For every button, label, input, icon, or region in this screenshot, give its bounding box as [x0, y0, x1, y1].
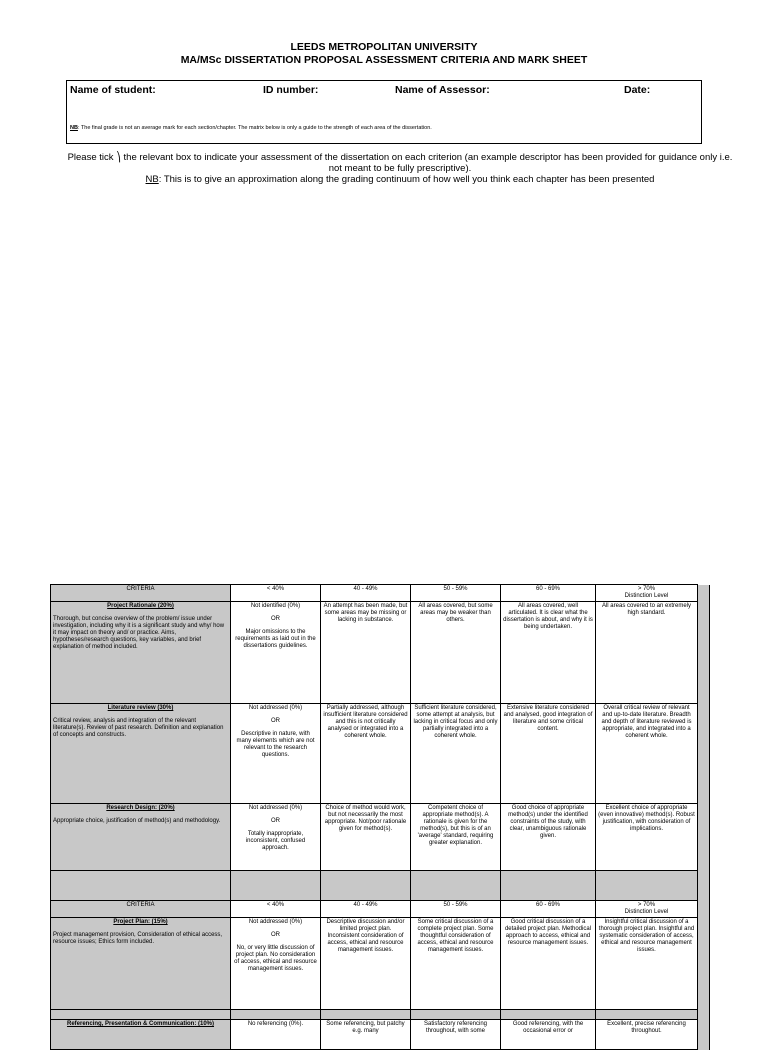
- header-criteria: CRITERIA: [51, 901, 231, 918]
- table-row: [51, 602, 710, 704]
- criterion-cell: [51, 1020, 231, 1050]
- instructions-note-text: : This is to give an approximation along the grading continuum of how well you think each chapter has been presented: [158, 174, 655, 185]
- or-label: OR: [271, 718, 280, 724]
- grade-note-text: : The final grade is not an average mark for each section/chapter. The matrix below is only a guide to the strength of each area of the dissertation.: [77, 125, 432, 131]
- sheet-title: MA/MSc DISSERTATION PROPOSAL ASSESSMENT CRITERIA AND MARK SHEET: [180, 54, 588, 66]
- band-40-desc: Descriptive in nature, with many elements which are not relevant to the research questions.: [236, 731, 315, 758]
- band-49-cell[interactable]: An attempt has been made, but some areas may be missing or lacking in substance.: [321, 602, 411, 704]
- gap-cell: [596, 1010, 698, 1020]
- gap-cell: [321, 871, 411, 901]
- distinction-label: Distinction Level: [624, 909, 669, 915]
- header-band-70-label: > 70%: [637, 586, 656, 592]
- header-criteria: CRITERIA: [51, 585, 231, 602]
- header-band-70-label: > 70%: [637, 902, 656, 908]
- band-40-status: Not addressed (0%): [248, 805, 303, 811]
- grade-note: [70, 125, 432, 131]
- band-40-cell[interactable]: [231, 704, 321, 804]
- band-70-cell[interactable]: Overall critical review of relevant and up-to-date literature. Breadth and depth of literature reviewed is appropriate, and integrated into a coherent whole.: [596, 704, 698, 804]
- instructions-line: Please tick ⎞ the relevant box to indicate your assessment of the dissertation on each criterion (an example descriptor has been provided for guidance only i.e. not meant to be fully prescriptive).: [67, 152, 733, 174]
- gap-row: [51, 871, 710, 901]
- header-band-59: 50 - 59%: [411, 585, 501, 602]
- gap-cell: [321, 1010, 411, 1020]
- header-band-59: 50 - 59%: [411, 901, 501, 918]
- band-59-cell[interactable]: All areas covered, but some areas may be weaker than others.: [411, 602, 501, 704]
- band-69-cell[interactable]: Extensive literature considered and analysed, good integration of literature and some critical content.: [501, 704, 596, 804]
- criterion-title: Referencing, Presentation & Communication: (10%): [66, 1021, 215, 1027]
- gap-cell: [231, 871, 321, 901]
- band-40-cell[interactable]: No referencing (0%).: [231, 1020, 321, 1050]
- band-70-cell[interactable]: All areas covered to an extremely high standard.: [596, 602, 698, 704]
- band-69-cell[interactable]: Good critical discussion of a detailed project plan. Methodical approach to access, ethical and resource management issues.: [501, 918, 596, 1010]
- table-row: [51, 704, 710, 804]
- header-band-49: 40 - 49%: [321, 585, 411, 602]
- rubric-header-row: [51, 585, 710, 602]
- criterion-description: Appropriate choice, justification of method(s) and methodology.: [53, 818, 221, 824]
- gap-row: [51, 1010, 710, 1020]
- band-70-cell[interactable]: Insightful critical discussion of a thorough project plan. Insightful and systematic consideration of access, ethical and resource management issues.: [596, 918, 698, 1010]
- band-40-status: Not identified (0%): [250, 603, 301, 609]
- grade-note-label: NB: [70, 125, 78, 131]
- band-69-cell[interactable]: All areas covered, well articulated. It is clear what the dissertation is about, and why it is being undertaken.: [501, 602, 596, 704]
- instructions: [60, 152, 740, 185]
- gap-cell: [231, 1010, 321, 1020]
- criterion-title: Project Rationale (20%): [107, 603, 174, 609]
- band-69-cell[interactable]: Good choice of appropriate method(s) under the identified constraints of the study, with clear, unambiguous rationale given.: [501, 804, 596, 871]
- band-40-cell[interactable]: [231, 804, 321, 871]
- gap-cell: [501, 871, 596, 901]
- criterion-cell: [51, 918, 231, 1010]
- band-59-cell[interactable]: Some critical discussion of a complete project plan. Some thoughtful consideration of access, ethical and resource management issues.: [411, 918, 501, 1010]
- band-70-cell[interactable]: Excellent, precise referencing throughout.: [596, 1020, 698, 1050]
- band-49-cell[interactable]: Choice of method would work, but not necessarily the most appropriate. Not/poor rationale given for method(s).: [321, 804, 411, 871]
- table-row: [51, 918, 710, 1010]
- gap-cell: [411, 1010, 501, 1020]
- criterion-description: Thorough, but concise overview of the problem/ issue under investigation, including why it is a significant study and why/ how it may impact on theory and/ or practice. Aims, hypotheses/research questions, key variables, and brief explanation of method included.: [53, 616, 225, 650]
- id-number-label: ID number:: [263, 84, 319, 96]
- criterion-title: Research Design: (20%): [106, 805, 175, 811]
- band-40-desc: Totally inappropriate, inconsistent, confused approach.: [245, 831, 306, 851]
- or-label: OR: [271, 616, 280, 622]
- assessment-rubric-table: [50, 584, 710, 1050]
- distinction-label: Distinction Level: [624, 593, 669, 599]
- criterion-description: Project management provision, Consideration of ethical access, resource issues; Ethics form included.: [53, 932, 223, 945]
- table-row: [51, 1020, 710, 1050]
- band-69-cell[interactable]: Good referencing, with the occasional error or: [501, 1020, 596, 1050]
- criterion-cell: [51, 602, 231, 704]
- band-49-cell[interactable]: Descriptive discussion and/or limited project plan. Inconsistent consideration of access, ethical and resource management issues.: [321, 918, 411, 1010]
- band-59-cell[interactable]: Competent choice of appropriate method(s). A rationale is given for the method(s), but this is of an 'average' standard, requiring greater explanation.: [411, 804, 501, 871]
- gap-cell: [51, 1010, 231, 1020]
- band-40-status: Not addressed (0%): [248, 705, 303, 711]
- date-label: Date:: [624, 84, 651, 96]
- header-band-69: 60 - 69%: [501, 901, 596, 918]
- spacer-cell: [698, 585, 710, 1050]
- header-band-70: [596, 901, 698, 918]
- criterion-title: Project Plan: (15%): [113, 919, 168, 925]
- instructions-note-label: NB: [145, 174, 159, 185]
- header-band-40: < 40%: [231, 585, 321, 602]
- band-59-cell[interactable]: Satisfactory referencing throughout, with some: [411, 1020, 501, 1050]
- or-label: OR: [271, 818, 280, 824]
- band-40-cell[interactable]: [231, 602, 321, 704]
- header-band-70: [596, 585, 698, 602]
- header-band-40: < 40%: [231, 901, 321, 918]
- header-band-69: 60 - 69%: [501, 585, 596, 602]
- table-row: [51, 804, 710, 871]
- header-band-49: 40 - 49%: [321, 901, 411, 918]
- band-40-status: Not addressed (0%): [248, 919, 303, 925]
- band-59-cell[interactable]: Sufficient literature considered, some attempt at analysis, but lacking in critical focus and only partially integrated into a coherent whole.: [411, 704, 501, 804]
- criterion-description: Critical review, analysis and integration of the relevant literature(s). Review of past research. Definition and explanation of concepts and constructs.: [53, 718, 224, 738]
- gap-cell: [501, 1010, 596, 1020]
- instructions-note: [60, 174, 740, 185]
- band-49-cell[interactable]: Partially addressed, although insufficient literature considered and this is not critically analysed or integrated into a coherent whole.: [321, 704, 411, 804]
- band-49-cell[interactable]: Some referencing, but patchy e.g. many: [321, 1020, 411, 1050]
- criterion-cell: [51, 704, 231, 804]
- gap-cell: [51, 871, 231, 901]
- student-info-box: [66, 80, 702, 144]
- band-40-desc: No, or very little discussion of project plan. No consideration of access, ethical and resource management issues.: [234, 945, 317, 972]
- criterion-title: Literature review (30%): [107, 705, 174, 711]
- band-70-cell[interactable]: Excellent choice of appropriate (even innovative) method(s). Robust justification, with consideration of implications.: [596, 804, 698, 871]
- band-40-cell[interactable]: [231, 918, 321, 1010]
- rubric-header-row: [51, 901, 710, 918]
- band-40-desc: Major omissions to the requirements as laid out in the dissertations guidelines.: [235, 629, 316, 649]
- or-label: OR: [271, 932, 280, 938]
- gap-cell: [596, 871, 698, 901]
- student-name-label: Name of student:: [70, 84, 156, 96]
- assessor-name-label: Name of Assessor:: [395, 84, 490, 96]
- criterion-cell: [51, 804, 231, 871]
- university-title: LEEDS METROPOLITAN UNIVERSITY: [290, 41, 478, 53]
- gap-cell: [411, 871, 501, 901]
